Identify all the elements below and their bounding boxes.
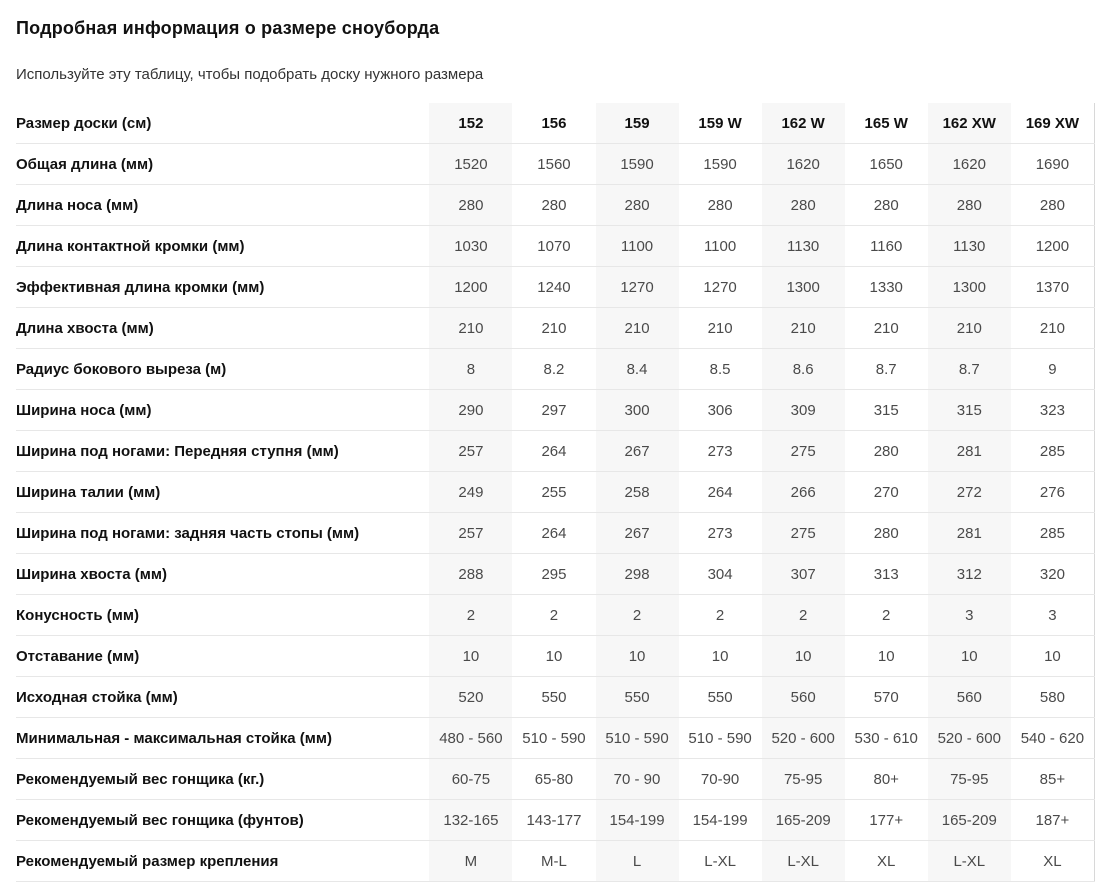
cell-value: 132-165 bbox=[429, 800, 512, 841]
column-header-152: 152 bbox=[429, 103, 512, 144]
cell-value: 295 bbox=[512, 554, 595, 595]
cell-value: 275 bbox=[762, 513, 845, 554]
cell-value: 1590 bbox=[679, 144, 762, 185]
cell-value: 300 bbox=[596, 390, 679, 431]
cell-value: 177+ bbox=[845, 800, 928, 841]
cell-value: XL bbox=[845, 841, 928, 882]
cell-value: 307 bbox=[762, 554, 845, 595]
table-row bbox=[16, 677, 1095, 718]
row-label: Ширина под ногами: задняя часть стопы (мм) bbox=[16, 513, 429, 554]
row-label: Длина хвоста (мм) bbox=[16, 308, 429, 349]
cell-value: 9 bbox=[1011, 349, 1095, 390]
cell-value: 80+ bbox=[845, 759, 928, 800]
cell-value: 210 bbox=[512, 308, 595, 349]
cell-value: 267 bbox=[596, 513, 679, 554]
cell-value: 65-80 bbox=[512, 759, 595, 800]
page-subtitle: Используйте эту таблицу, чтобы подобрать доску нужного размера bbox=[16, 66, 484, 83]
cell-value: 550 bbox=[512, 677, 595, 718]
cell-value: 2 bbox=[845, 595, 928, 636]
cell-value: 480 - 560 bbox=[429, 718, 512, 759]
cell-value: 165-209 bbox=[928, 800, 1011, 841]
cell-value: 257 bbox=[429, 513, 512, 554]
cell-value: 3 bbox=[1011, 595, 1095, 636]
column-header-169-xw: 169 XW bbox=[1011, 103, 1095, 144]
row-label: Эффективная длина кромки (мм) bbox=[16, 267, 429, 308]
cell-value: 2 bbox=[596, 595, 679, 636]
table-row bbox=[16, 308, 1095, 349]
table-header-row bbox=[16, 103, 1095, 144]
cell-value: 1270 bbox=[679, 267, 762, 308]
cell-value: 2 bbox=[429, 595, 512, 636]
cell-value: 560 bbox=[762, 677, 845, 718]
cell-value: 210 bbox=[596, 308, 679, 349]
table-row bbox=[16, 349, 1095, 390]
column-header-162-w: 162 W bbox=[762, 103, 845, 144]
table-row bbox=[16, 841, 1095, 882]
cell-value: L-XL bbox=[762, 841, 845, 882]
cell-value: 210 bbox=[845, 308, 928, 349]
cell-value: 10 bbox=[512, 636, 595, 677]
cell-value: L-XL bbox=[928, 841, 1011, 882]
cell-value: 258 bbox=[596, 472, 679, 513]
cell-value: 320 bbox=[1011, 554, 1095, 595]
cell-value: 8.6 bbox=[762, 349, 845, 390]
cell-value: 1370 bbox=[1011, 267, 1095, 308]
cell-value: 550 bbox=[679, 677, 762, 718]
cell-value: XL bbox=[1011, 841, 1095, 882]
cell-value: 2 bbox=[762, 595, 845, 636]
cell-value: 8.5 bbox=[679, 349, 762, 390]
row-label: Исходная стойка (мм) bbox=[16, 677, 429, 718]
cell-value: 323 bbox=[1011, 390, 1095, 431]
cell-value: 304 bbox=[679, 554, 762, 595]
table-row bbox=[16, 226, 1095, 267]
cell-value: 8.7 bbox=[845, 349, 928, 390]
table-row bbox=[16, 554, 1095, 595]
cell-value: 510 - 590 bbox=[596, 718, 679, 759]
cell-value: 8.4 bbox=[596, 349, 679, 390]
cell-value: 273 bbox=[679, 513, 762, 554]
cell-value: 1200 bbox=[429, 267, 512, 308]
cell-value: 8.2 bbox=[512, 349, 595, 390]
cell-value: 520 - 600 bbox=[762, 718, 845, 759]
cell-value: 8.7 bbox=[928, 349, 1011, 390]
table-row bbox=[16, 800, 1095, 841]
cell-value: M-L bbox=[512, 841, 595, 882]
cell-value: 298 bbox=[596, 554, 679, 595]
cell-value: 297 bbox=[512, 390, 595, 431]
table-head bbox=[16, 103, 1095, 144]
cell-value: 275 bbox=[762, 431, 845, 472]
cell-value: 1690 bbox=[1011, 144, 1095, 185]
cell-value: 272 bbox=[928, 472, 1011, 513]
cell-value: 1160 bbox=[845, 226, 928, 267]
table-row bbox=[16, 513, 1095, 554]
table-row bbox=[16, 144, 1095, 185]
cell-value: 85+ bbox=[1011, 759, 1095, 800]
table-row bbox=[16, 759, 1095, 800]
cell-value: 70 - 90 bbox=[596, 759, 679, 800]
table-row bbox=[16, 185, 1095, 226]
column-header-165-w: 165 W bbox=[845, 103, 928, 144]
cell-value: 280 bbox=[679, 185, 762, 226]
cell-value: 249 bbox=[429, 472, 512, 513]
cell-value: 143-177 bbox=[512, 800, 595, 841]
row-label: Минимальная - максимальная стойка (мм) bbox=[16, 718, 429, 759]
row-label: Ширина носа (мм) bbox=[16, 390, 429, 431]
cell-value: 210 bbox=[1011, 308, 1095, 349]
cell-value: 1100 bbox=[596, 226, 679, 267]
cell-value: 1650 bbox=[845, 144, 928, 185]
cell-value: M bbox=[429, 841, 512, 882]
cell-value: 580 bbox=[1011, 677, 1095, 718]
cell-value: 10 bbox=[762, 636, 845, 677]
cell-value: 280 bbox=[596, 185, 679, 226]
cell-value: 210 bbox=[429, 308, 512, 349]
cell-value: 10 bbox=[679, 636, 762, 677]
cell-value: 1130 bbox=[762, 226, 845, 267]
row-label: Длина носа (мм) bbox=[16, 185, 429, 226]
table-row bbox=[16, 472, 1095, 513]
snowboard-size-table bbox=[16, 103, 1095, 882]
cell-value: 1620 bbox=[928, 144, 1011, 185]
cell-value: 1300 bbox=[762, 267, 845, 308]
cell-value: 530 - 610 bbox=[845, 718, 928, 759]
cell-value: 280 bbox=[429, 185, 512, 226]
cell-value: 257 bbox=[429, 431, 512, 472]
cell-value: 1620 bbox=[762, 144, 845, 185]
cell-value: 281 bbox=[928, 513, 1011, 554]
cell-value: 10 bbox=[596, 636, 679, 677]
cell-value: 75-95 bbox=[762, 759, 845, 800]
column-header-159-w: 159 W bbox=[679, 103, 762, 144]
cell-value: 10 bbox=[928, 636, 1011, 677]
column-header-162-xw: 162 XW bbox=[928, 103, 1011, 144]
cell-value: 560 bbox=[928, 677, 1011, 718]
row-label: Рекомендуемый размер крепления bbox=[16, 841, 429, 882]
page-title: Подробная информация о размере сноуборда bbox=[16, 18, 440, 38]
cell-value: 281 bbox=[928, 431, 1011, 472]
row-label: Ширина хвоста (мм) bbox=[16, 554, 429, 595]
cell-value: 1240 bbox=[512, 267, 595, 308]
cell-value: 280 bbox=[512, 185, 595, 226]
cell-value: 280 bbox=[928, 185, 1011, 226]
table-row bbox=[16, 718, 1095, 759]
column-header-156: 156 bbox=[512, 103, 595, 144]
cell-value: 309 bbox=[762, 390, 845, 431]
cell-value: L-XL bbox=[679, 841, 762, 882]
table-row bbox=[16, 267, 1095, 308]
table-body bbox=[16, 144, 1095, 882]
cell-value: 288 bbox=[429, 554, 512, 595]
cell-value: 2 bbox=[679, 595, 762, 636]
row-label: Отставание (мм) bbox=[16, 636, 429, 677]
table-row bbox=[16, 431, 1095, 472]
cell-value: 10 bbox=[845, 636, 928, 677]
cell-value: 2 bbox=[512, 595, 595, 636]
cell-value: 154-199 bbox=[596, 800, 679, 841]
cell-value: 550 bbox=[596, 677, 679, 718]
row-label: Рекомендуемый вес гонщика (фунтов) bbox=[16, 800, 429, 841]
cell-value: 1070 bbox=[512, 226, 595, 267]
cell-value: 540 - 620 bbox=[1011, 718, 1095, 759]
cell-value: 266 bbox=[762, 472, 845, 513]
cell-value: 273 bbox=[679, 431, 762, 472]
table-row bbox=[16, 595, 1095, 636]
cell-value: 280 bbox=[845, 431, 928, 472]
cell-value: 70-90 bbox=[679, 759, 762, 800]
cell-value: 60-75 bbox=[429, 759, 512, 800]
cell-value: 8 bbox=[429, 349, 512, 390]
cell-value: 306 bbox=[679, 390, 762, 431]
cell-value: 280 bbox=[1011, 185, 1095, 226]
row-label: Конусность (мм) bbox=[16, 595, 429, 636]
cell-value: 264 bbox=[512, 431, 595, 472]
row-label: Ширина под ногами: Передняя ступня (мм) bbox=[16, 431, 429, 472]
cell-value: 510 - 590 bbox=[679, 718, 762, 759]
cell-value: 165-209 bbox=[762, 800, 845, 841]
row-label: Радиус бокового выреза (м) bbox=[16, 349, 429, 390]
cell-value: 520 bbox=[429, 677, 512, 718]
cell-value: 312 bbox=[928, 554, 1011, 595]
cell-value: 210 bbox=[762, 308, 845, 349]
cell-value: 280 bbox=[845, 513, 928, 554]
cell-value: 285 bbox=[1011, 431, 1095, 472]
cell-value: 315 bbox=[928, 390, 1011, 431]
cell-value: L bbox=[596, 841, 679, 882]
cell-value: 1590 bbox=[596, 144, 679, 185]
cell-value: 267 bbox=[596, 431, 679, 472]
cell-value: 520 - 600 bbox=[928, 718, 1011, 759]
cell-value: 1030 bbox=[429, 226, 512, 267]
cell-value: 10 bbox=[429, 636, 512, 677]
cell-value: 3 bbox=[928, 595, 1011, 636]
cell-value: 290 bbox=[429, 390, 512, 431]
cell-value: 255 bbox=[512, 472, 595, 513]
cell-value: 270 bbox=[845, 472, 928, 513]
cell-value: 313 bbox=[845, 554, 928, 595]
cell-value: 264 bbox=[512, 513, 595, 554]
cell-value: 187+ bbox=[1011, 800, 1095, 841]
cell-value: 510 - 590 bbox=[512, 718, 595, 759]
cell-value: 315 bbox=[845, 390, 928, 431]
table-row bbox=[16, 636, 1095, 677]
cell-value: 1520 bbox=[429, 144, 512, 185]
cell-value: 280 bbox=[845, 185, 928, 226]
cell-value: 570 bbox=[845, 677, 928, 718]
row-label: Общая длина (мм) bbox=[16, 144, 429, 185]
cell-value: 285 bbox=[1011, 513, 1095, 554]
cell-value: 10 bbox=[1011, 636, 1095, 677]
cell-value: 1270 bbox=[596, 267, 679, 308]
cell-value: 1200 bbox=[1011, 226, 1095, 267]
row-label: Длина контактной кромки (мм) bbox=[16, 226, 429, 267]
row-label: Ширина талии (мм) bbox=[16, 472, 429, 513]
table-header-label: Размер доски (см) bbox=[16, 103, 429, 144]
cell-value: 276 bbox=[1011, 472, 1095, 513]
cell-value: 264 bbox=[679, 472, 762, 513]
cell-value: 1330 bbox=[845, 267, 928, 308]
cell-value: 1300 bbox=[928, 267, 1011, 308]
cell-value: 1560 bbox=[512, 144, 595, 185]
column-header-159: 159 bbox=[596, 103, 679, 144]
cell-value: 75-95 bbox=[928, 759, 1011, 800]
cell-value: 154-199 bbox=[679, 800, 762, 841]
cell-value: 210 bbox=[679, 308, 762, 349]
cell-value: 210 bbox=[928, 308, 1011, 349]
cell-value: 1130 bbox=[928, 226, 1011, 267]
cell-value: 280 bbox=[762, 185, 845, 226]
cell-value: 1100 bbox=[679, 226, 762, 267]
row-label: Рекомендуемый вес гонщика (кг.) bbox=[16, 759, 429, 800]
table-row bbox=[16, 390, 1095, 431]
